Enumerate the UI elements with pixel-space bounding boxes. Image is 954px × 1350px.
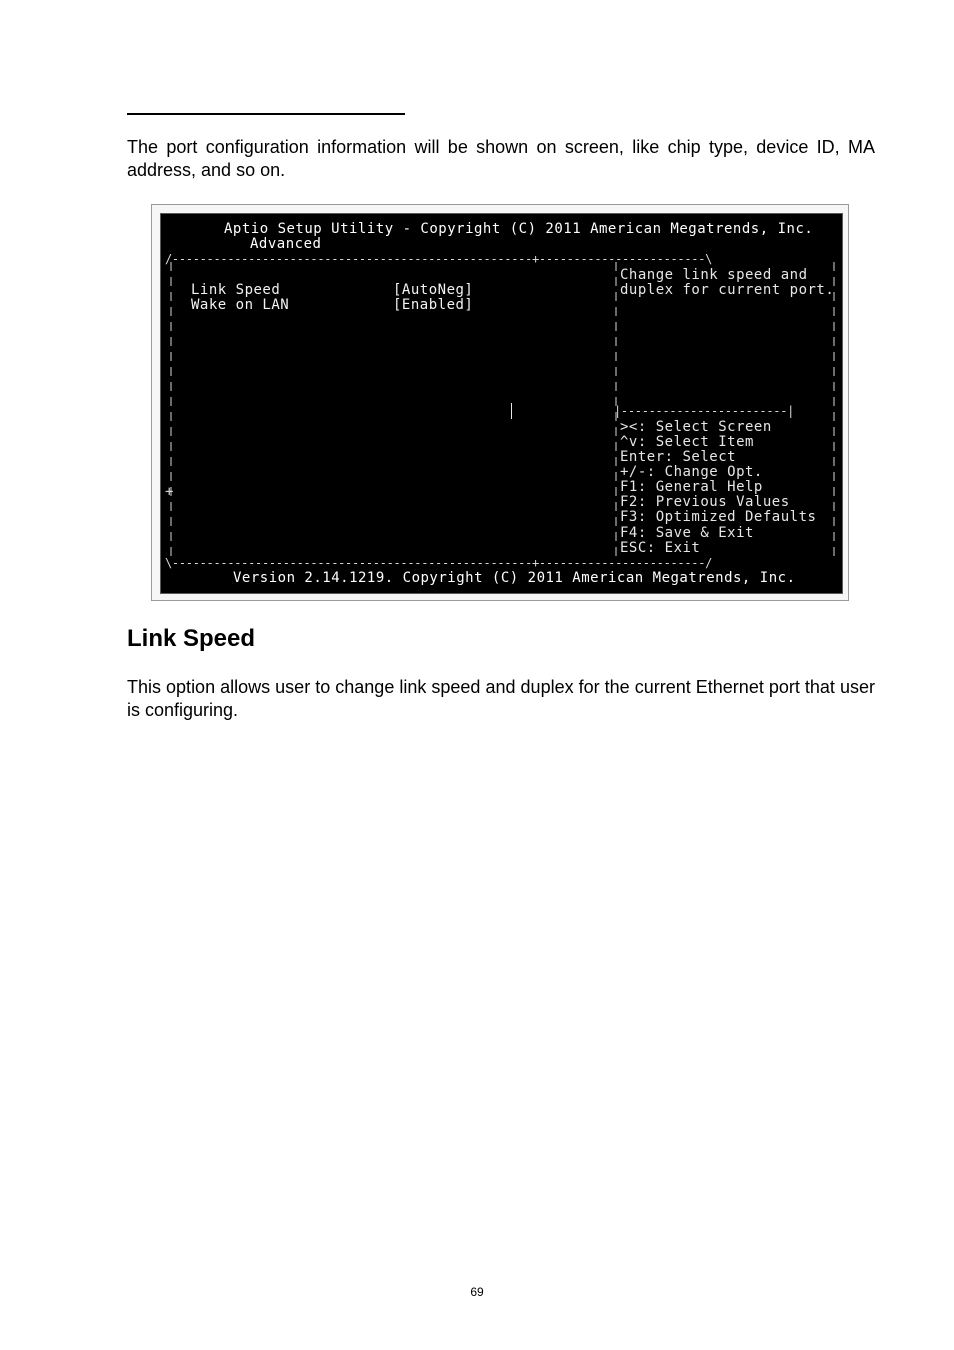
key-help-f1: F1: General Help	[620, 479, 763, 495]
help-text-line-2: duplex for current port.	[620, 282, 835, 298]
section-paragraph: This option allows user to change link speed and duplex for the current Ethernet port that user is configuring.	[127, 677, 875, 720]
menu-item-link-speed-value[interactable]: [AutoNeg]	[393, 282, 474, 298]
text-cursor	[511, 403, 512, 419]
bios-border-top: /----------------------------------------------------+------------------------\	[165, 252, 713, 266]
menu-item-wake-on-lan-label[interactable]: Wake on LAN	[191, 297, 290, 313]
menu-item-wake-on-lan-value[interactable]: [Enabled]	[393, 297, 474, 313]
bios-left-border	[169, 262, 173, 562]
key-help-f2: F2: Previous Values	[620, 494, 790, 510]
key-help-change-opt: +/-: Change Opt.	[620, 464, 763, 480]
key-help-enter: Enter: Select	[620, 449, 737, 465]
bios-footer: Version 2.14.1219. Copyright (C) 2011 American Megatrends, Inc.	[233, 570, 796, 586]
intro-paragraph: The port configuration information will be shown on screen, like chip type, device ID, MA address, and so on.	[127, 137, 875, 180]
help-text-line-1: Change link speed and	[620, 267, 808, 283]
bios-border-bottom: \----------------------------------------------------+------------------------/	[165, 556, 713, 570]
scroll-arrow-icon: +	[165, 484, 174, 500]
bios-title: Aptio Setup Utility - Copyright (C) 2011 American Megatrends, Inc.	[224, 221, 814, 237]
help-divider: |------------------------|	[614, 404, 795, 418]
page-number: 69	[470, 1285, 484, 1299]
menu-item-link-speed-label[interactable]: Link Speed	[191, 282, 281, 298]
bios-screen	[160, 213, 843, 594]
bios-right-border	[832, 262, 836, 562]
key-help-select-screen: ><: Select Screen	[620, 419, 772, 435]
key-help-esc: ESC: Exit	[620, 540, 701, 556]
bios-tab-advanced[interactable]: Advanced	[250, 236, 322, 252]
key-help-select-item: ^v: Select Item	[620, 434, 754, 450]
key-help-f3: F3: Optimized Defaults	[620, 509, 817, 525]
key-help-f4: F4: Save & Exit	[620, 525, 754, 541]
top-rule	[127, 113, 405, 115]
section-title: Link Speed	[127, 625, 256, 652]
